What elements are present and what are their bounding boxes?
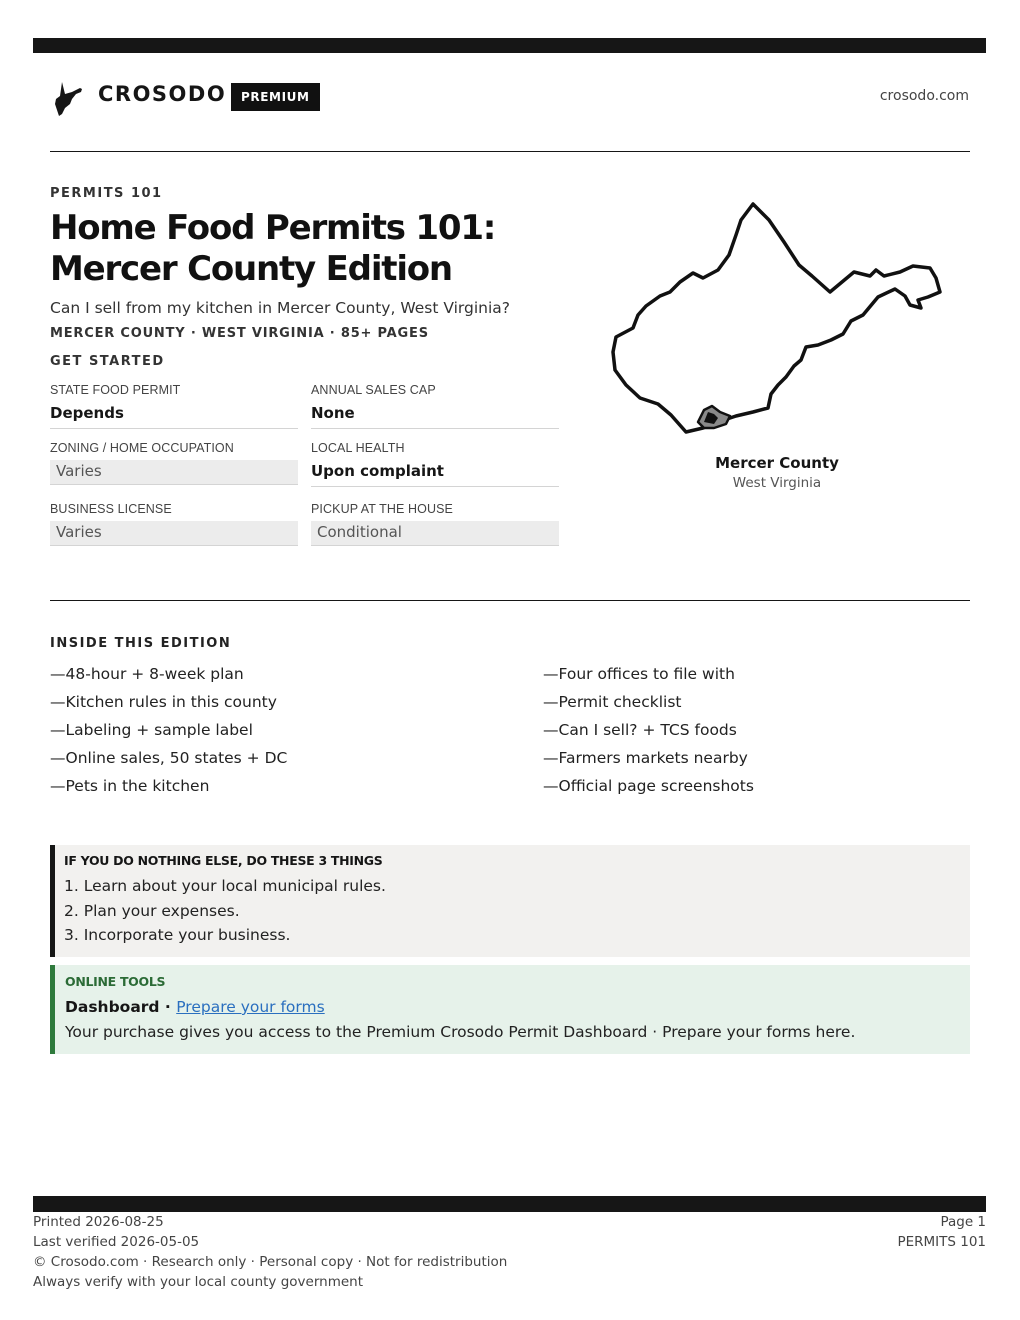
- fact-value: Conditional: [311, 521, 559, 546]
- footer-section: PERMITS 101: [897, 1234, 986, 1250]
- fact-pickup-at-house: [311, 502, 559, 546]
- fact-label: PICKUP AT THE HOUSE: [311, 502, 453, 516]
- kicker: PERMITS 101: [50, 186, 163, 201]
- page-title: Home Food Permits 101: Mercer County Edition: [50, 208, 496, 289]
- online-tools-box: [50, 965, 970, 1054]
- tools-description: Your purchase gives you access to the Premium Crosodo Permit Dashboard · Prepare your forms here.: [65, 1023, 856, 1041]
- dashboard-label: Dashboard: [65, 998, 160, 1016]
- list-item: —Labeling + sample label: [50, 721, 253, 739]
- top-bar: [33, 38, 986, 53]
- state-map: [608, 200, 948, 440]
- fact-local-health: [311, 441, 559, 487]
- list-item: —Official page screenshots: [543, 777, 754, 795]
- list-item: —Four offices to file with: [543, 665, 735, 683]
- fact-label: LOCAL HEALTH: [311, 441, 405, 455]
- tools-link-row: [65, 995, 970, 1019]
- brand-name: CROSODO: [98, 82, 227, 106]
- state-outline: [613, 204, 940, 432]
- meta-line: MERCER COUNTY · WEST VIRGINIA · 85+ PAGES: [50, 326, 429, 341]
- west-virginia-logo-icon: [52, 80, 88, 116]
- contents-list-left: [50, 663, 490, 803]
- fact-state-food-permit: [50, 383, 298, 429]
- map-caption: [677, 454, 877, 491]
- fact-label: ANNUAL SALES CAP: [311, 383, 436, 397]
- site-url[interactable]: crosodo.com: [879, 88, 969, 104]
- list-item: —Online sales, 50 states + DC: [50, 749, 288, 767]
- fact-zoning: [50, 441, 298, 485]
- callout-heading: IF YOU DO NOTHING ELSE, DO THESE 3 THINGS: [64, 853, 383, 868]
- header: [50, 78, 970, 118]
- callout-item: 3. Incorporate your business.: [64, 926, 291, 944]
- tools-heading: ONLINE TOOLS: [65, 974, 166, 989]
- list-item: —Pets in the kitchen: [50, 777, 210, 795]
- footer-bar: [33, 1196, 986, 1212]
- premium-badge: PREMIUM: [231, 83, 320, 111]
- fact-label: STATE FOOD PERMIT: [50, 383, 181, 397]
- printed-date: Printed 2026-08-25: [33, 1214, 164, 1230]
- verified-date: Last verified 2026-05-05: [33, 1234, 200, 1250]
- map-state-name: West Virginia: [732, 475, 822, 491]
- inside-edition-label: INSIDE THIS EDITION: [50, 636, 232, 651]
- fact-value: Depends: [50, 402, 298, 429]
- fact-business-license: [50, 502, 298, 546]
- list-item: —48-hour + 8-week plan: [50, 665, 244, 683]
- page-number: Page 1: [940, 1214, 986, 1230]
- verify-notice: Always verify with your local county government: [33, 1274, 363, 1290]
- callout-item: 2. Plan your expenses.: [64, 901, 240, 920]
- list-item: —Kitchen rules in this county: [50, 693, 277, 711]
- fact-value: Upon complaint: [311, 460, 559, 487]
- list-item: —Permit checklist: [543, 693, 682, 711]
- footer-right: [897, 1212, 986, 1252]
- section-divider: [50, 600, 970, 601]
- list-item: —Can I sell? + TCS foods: [543, 721, 737, 739]
- fact-annual-sales-cap: [311, 383, 559, 429]
- prepare-forms-link[interactable]: Prepare your forms: [176, 998, 325, 1016]
- get-started-label: GET STARTED: [50, 354, 165, 369]
- fact-value: Varies: [50, 460, 298, 485]
- copyright: © Crosodo.com · Research only · Personal copy · Not for redistribution: [33, 1254, 508, 1270]
- separator: ·: [159, 998, 177, 1016]
- fact-label: ZONING / HOME OCCUPATION: [50, 441, 234, 455]
- footer-left: [33, 1212, 507, 1292]
- three-things-callout: [50, 845, 970, 957]
- map-county-name: Mercer County: [715, 454, 839, 472]
- callout-item: 1. Learn about your local municipal rules.: [64, 877, 386, 895]
- contents-list-right: [543, 663, 983, 803]
- subtitle: Can I sell from my kitchen in Mercer County, West Virginia?: [50, 299, 511, 317]
- fact-value: Varies: [50, 521, 298, 546]
- header-divider: [50, 151, 970, 152]
- list-item: —Farmers markets nearby: [543, 749, 748, 767]
- fact-value: None: [311, 402, 559, 429]
- fact-label: BUSINESS LICENSE: [50, 502, 172, 516]
